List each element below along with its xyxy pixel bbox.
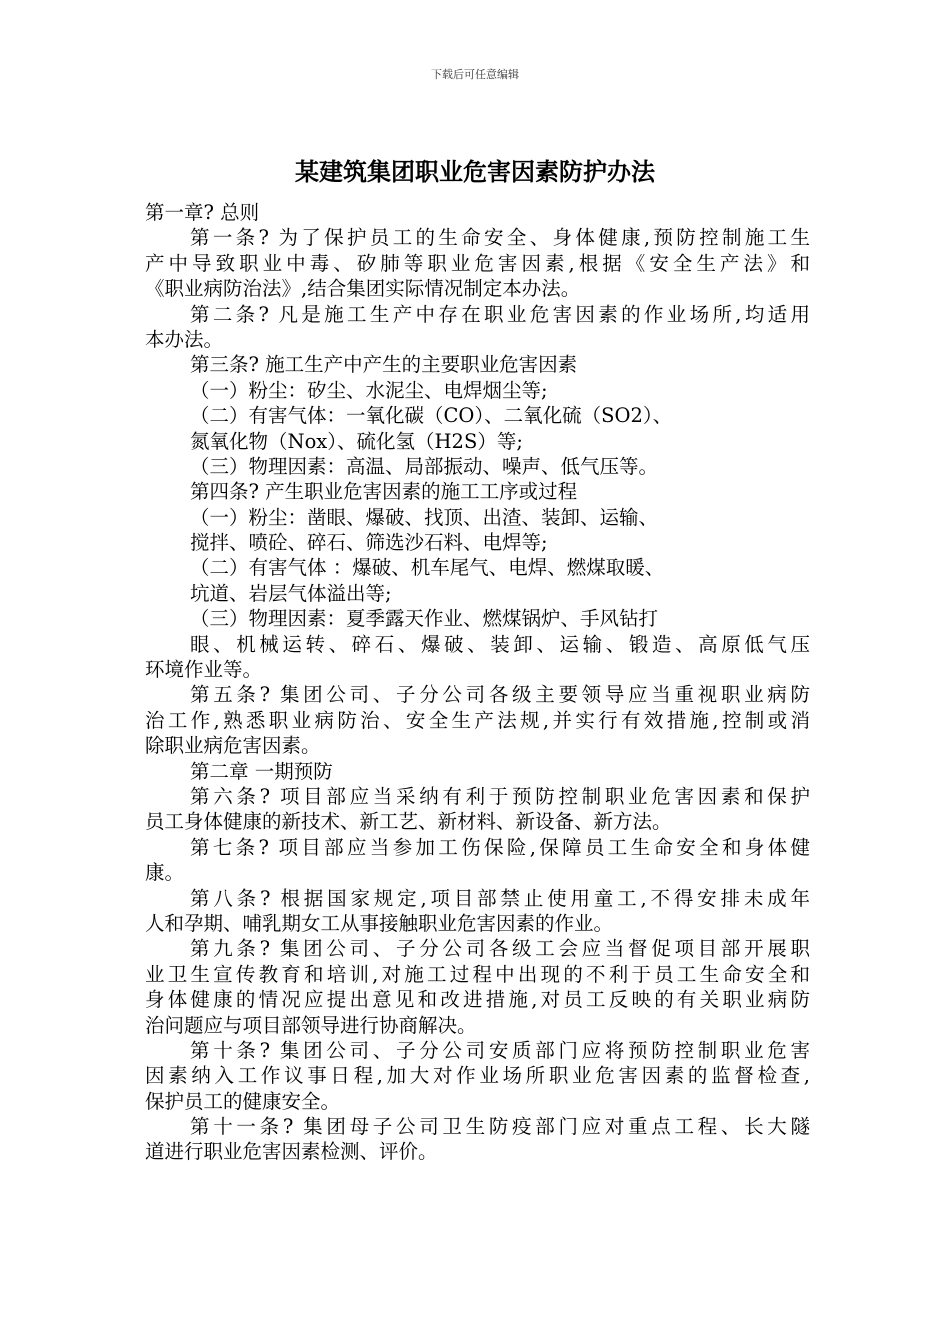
header-note: 下载后可任意编辑 xyxy=(431,68,519,81)
body-line: 人和孕期、哺乳期女工从事接触职业危害因素的作业。 xyxy=(145,911,614,935)
body-line: 治工作,熟悉职业病防治、安全生产法规,并实行有效措施,控制或消 xyxy=(145,708,810,732)
body-line: 第八条? 根据国家规定,项目部禁止使用童工,不得安排未成年 xyxy=(190,886,810,910)
body-line: 第五条? 集团公司、子分公司各级主要领导应当重视职业病防 xyxy=(190,683,810,707)
body-line: 治问题应与项目部领导进行协商解决。 xyxy=(145,1013,477,1037)
body-line: （一）粉尘：矽尘、水泥尘、电焊烟尘等; xyxy=(190,378,548,402)
body-line: 第十一条? 集团母子公司卫生防疫部门应对重点工程、长大隧 xyxy=(190,1115,810,1139)
body-line: （二）有害气体：一氧化碳（CO）、二氧化硫（SO2）、 xyxy=(190,404,673,428)
body-line: 第九条? 集团公司、子分公司各级工会应当督促项目部开展职 xyxy=(190,937,810,961)
body-line: 第七条? 项目部应当参加工伤保险,保障员工生命安全和身体健 xyxy=(190,835,810,859)
body-line: 第一章? 总则 xyxy=(145,201,260,224)
body-line: 《职业病防治法》,结合集团实际情况制定本办法。 xyxy=(145,277,581,301)
body-line: 坑道、岩层气体溢出等; xyxy=(190,581,392,605)
body-line: 产中导致职业中毒、矽肺等职业危害因素,根据《安全生产法》和 xyxy=(145,251,810,275)
body-line: 因素纳入工作议事日程,加大对作业场所职业危害因素的监督检查, xyxy=(145,1064,810,1088)
body-line: 眼、机械运转、碎石、爆破、装卸、运输、锻造、高原低气压 xyxy=(190,632,810,656)
body-line: 环境作业等。 xyxy=(145,658,263,682)
body-line: 员工身体健康的新技术、新工艺、新材料、新设备、新方法。 xyxy=(145,810,672,834)
body-line: 第二条? 凡是施工生产中存在职业危害因素的作业场所,均适用 xyxy=(190,302,810,326)
body-line: 氮氧化物（Nox）、硫化氢（H2S）等; xyxy=(190,429,523,453)
body-line: （一）粉尘：凿眼、爆破、找顶、出渣、装卸、运输、 xyxy=(190,505,659,529)
body-line: 除职业病危害因素。 xyxy=(145,734,321,758)
body-line: 第一条? 为了保护员工的生命安全、身体健康,预防控制施工生 xyxy=(190,226,810,250)
body-line: 道进行职业危害因素检测、评价。 xyxy=(145,1140,438,1164)
body-line: 保护员工的健康安全。 xyxy=(145,1089,341,1113)
body-line: 第三条? 施工生产中产生的主要职业危害因素 xyxy=(190,353,578,377)
body-line: （二）有害气体 ：爆破、机车尾气、电焊、燃煤取暖、 xyxy=(190,556,665,580)
body-line: 身体健康的情况应提出意见和改进措施,对员工反映的有关职业病防 xyxy=(145,988,810,1012)
body-line: 第六条? 项目部应当采纳有利于预防控制职业危害因素和保护 xyxy=(190,784,810,808)
body-line: 业卫生宣传教育和培训,对施工过程中出现的不利于员工生命安全和 xyxy=(145,962,810,986)
document-body xyxy=(145,200,810,1165)
body-line: 第四条? 产生职业危害因素的施工工序或过程 xyxy=(190,480,578,504)
body-line: 第二章 一期预防 xyxy=(190,759,333,783)
document-title: 某建筑集团职业危害因素防护办法 xyxy=(295,158,655,186)
body-line: 搅拌、喷砼、碎石、筛选沙石料、电焊等; xyxy=(190,531,548,555)
body-line: （三）物理因素：夏季露天作业、燃煤锅炉、手风钻打 xyxy=(190,607,659,631)
body-line: 本办法。 xyxy=(145,327,224,351)
body-line: 第十条? 集团公司、子分公司安质部门应将预防控制职业危害 xyxy=(190,1038,810,1062)
body-line: 康。 xyxy=(145,861,185,885)
body-line: （三）物理因素：高温、局部振动、噪声、低气压等。 xyxy=(190,454,659,478)
